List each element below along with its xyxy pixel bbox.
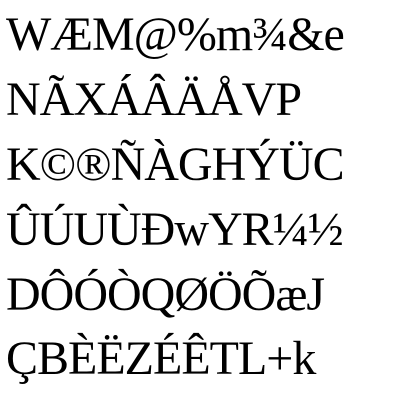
glyph-row-4: ÛÚUÙĐwYR¼½ xyxy=(6,203,343,256)
glyph-row-2: NÃXÁÂÄÅVP xyxy=(6,73,302,126)
glyph-row-6: ÇBÈËZÉÊTL+k xyxy=(6,332,316,385)
glyph-row-5: DÔÓÒQØÖÕæJ xyxy=(6,268,325,321)
glyph-row-3: K©®ÑÀGHÝÜC xyxy=(6,138,344,191)
glyph-row-1: WÆM@%m¾&e xyxy=(6,8,344,61)
